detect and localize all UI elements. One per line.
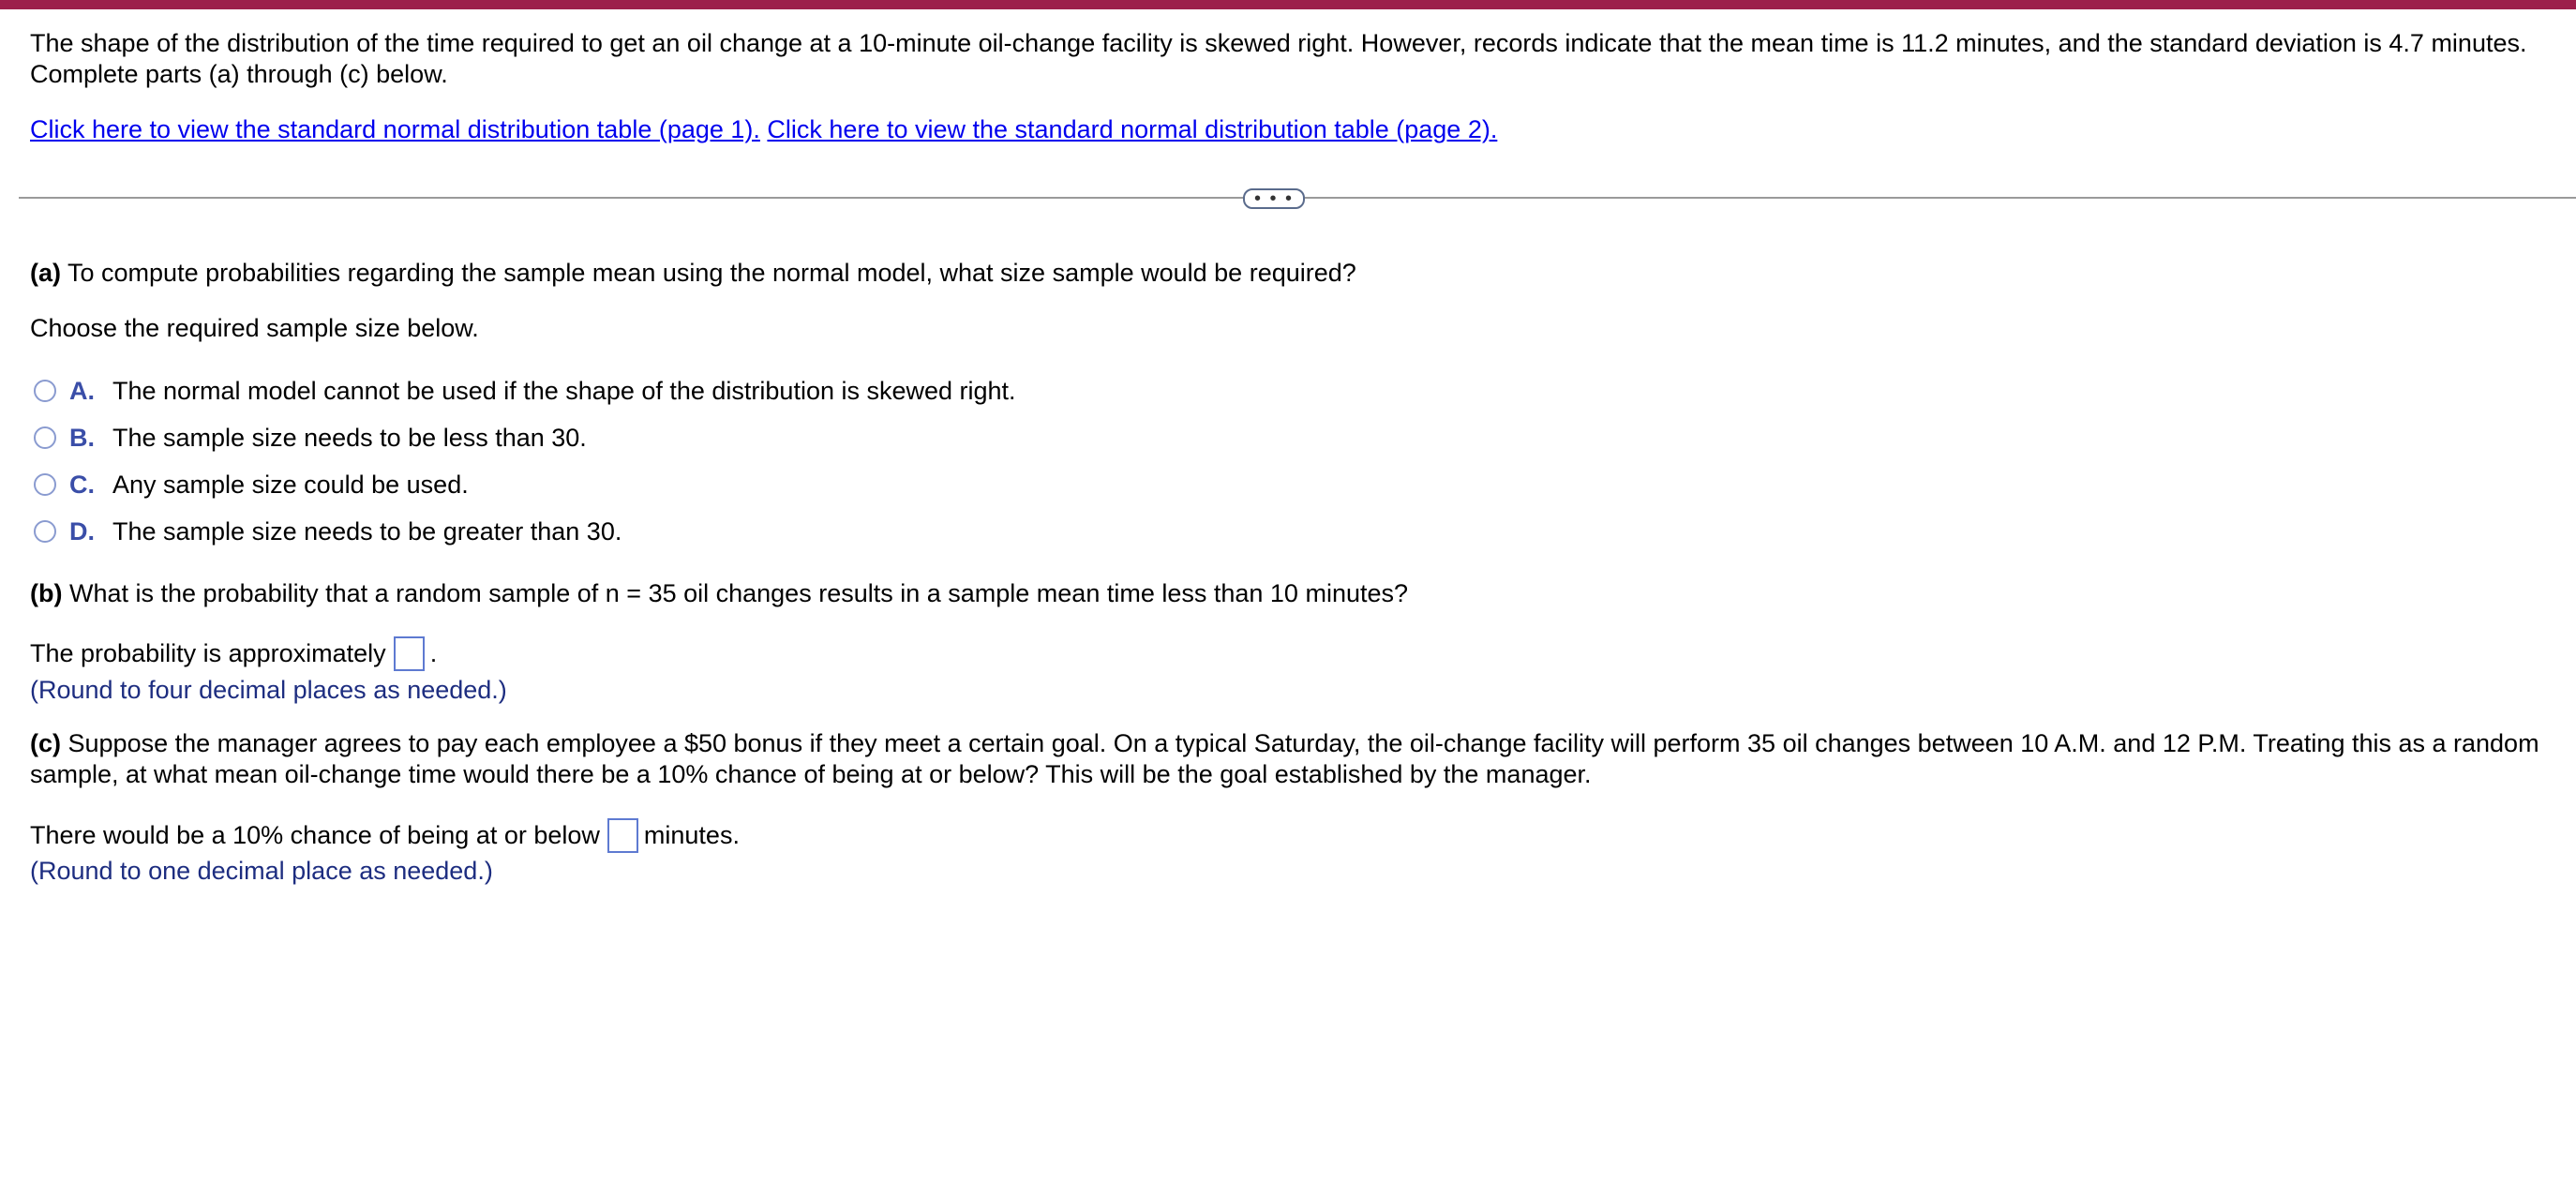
- part-a-text: To compute probabilities regarding the sample mean using the normal model, what size sample would be required?: [67, 259, 1356, 287]
- top-accent-bar: [0, 0, 2576, 9]
- table-links: [30, 114, 2557, 145]
- part-a-label: (a): [30, 259, 61, 287]
- part-b-answer-suffix: .: [429, 639, 438, 667]
- option-c-letter: C.: [69, 470, 95, 499]
- option-b-radio[interactable]: [34, 426, 56, 449]
- problem-intro: The shape of the distribution of the time required to get an oil change at a 10-minute oil-change facility is skewed right. However, records indicate that the mean time is 11.2 minutes, and the standard deviation is 4.7 minutes. Complete parts (a) through (c) below.: [30, 29, 2527, 88]
- option-d-radio[interactable]: [34, 520, 56, 543]
- part-b-question: [30, 578, 2557, 609]
- part-b-answer-prefix: The probability is approximately: [30, 639, 386, 667]
- part-c-question: [30, 728, 2557, 790]
- part-c-answer-prefix: There would be a 10% chance of being at or below: [30, 821, 600, 849]
- option-a-text: The normal model cannot be used if the shape of the distribution is skewed right.: [112, 376, 1016, 405]
- part-b-label: (b): [30, 579, 63, 607]
- normal-table-page2-link[interactable]: Click here to view the standard normal distribution table (page 2).: [767, 115, 1498, 143]
- part-b-rounding-note: (Round to four decimal places as needed.): [30, 676, 507, 704]
- option-a-letter: A.: [69, 376, 95, 405]
- option-c-radio[interactable]: [34, 473, 56, 496]
- option-a-radio[interactable]: [34, 380, 56, 402]
- probability-answer-input[interactable]: [394, 636, 425, 671]
- option-b-letter: B.: [69, 423, 95, 452]
- normal-table-page1-link[interactable]: Click here to view the standard normal distribution table (page 1).: [30, 115, 760, 143]
- part-c-text: Suppose the manager agrees to pay each employee a $50 bonus if they meet a certain goal. On a typical Saturday, the oil-change facility will perform 35 oil changes between 10 A.M. and 12 P.M. Treating this as a random sample, at what mean oil-change time would there be a 10% chance of being at or below? This will be the goal established by the manager.: [30, 729, 2539, 788]
- option-d[interactable]: [34, 516, 622, 547]
- option-d-text: The sample size needs to be greater than 30.: [112, 516, 622, 546]
- part-c-rounding-note: (Round to one decimal place as needed.): [30, 857, 493, 885]
- goal-time-answer-input[interactable]: [607, 818, 638, 853]
- option-d-letter: D.: [69, 516, 95, 546]
- part-b-answer-line: [30, 636, 2557, 671]
- option-b[interactable]: [34, 422, 587, 454]
- option-a[interactable]: [34, 375, 1016, 407]
- part-c-answer-suffix: minutes.: [643, 821, 740, 849]
- option-b-text: The sample size needs to be less than 30.: [112, 423, 587, 452]
- option-c-text: Any sample size could be used.: [112, 470, 469, 499]
- part-a-instruction: Choose the required sample size below.: [30, 314, 479, 342]
- part-a-question: [30, 258, 2557, 289]
- expand-dots-button[interactable]: • • •: [1243, 188, 1305, 209]
- option-c[interactable]: [34, 469, 469, 501]
- part-b-text: What is the probability that a random sample of n = 35 oil changes results in a sample mean time less than 10 minutes?: [69, 579, 1409, 607]
- part-c-label: (c): [30, 729, 61, 757]
- part-c-answer-line: [30, 818, 2557, 853]
